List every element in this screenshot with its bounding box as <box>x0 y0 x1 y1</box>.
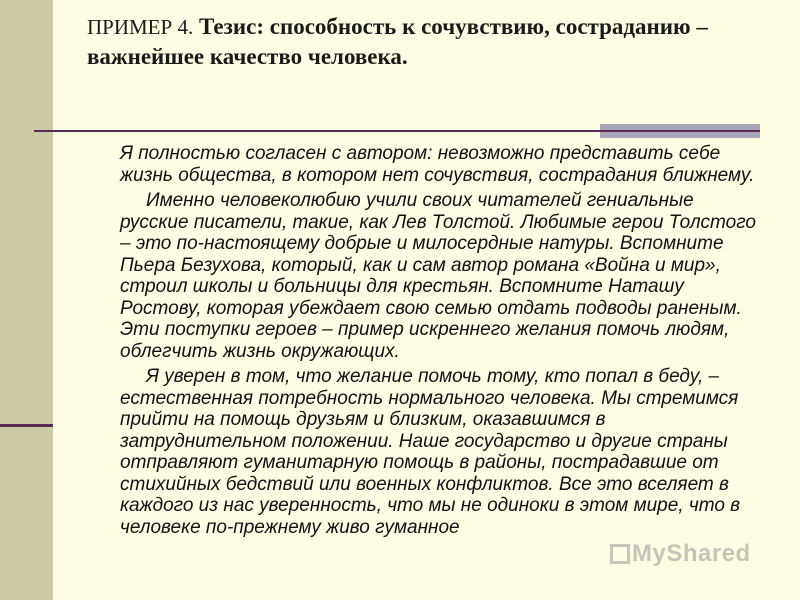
left-decor-bar <box>0 0 53 600</box>
left-decor-accent-line <box>0 424 53 427</box>
watermark-logo <box>610 540 751 568</box>
paragraph-2: Именно человеколюбию учили своих читателей гениальные русские писатели, такие, как Лев Толстой. Любимые герои Толстого – это по-настоящему добрые и милосердные натуры. Вспомните Пьера Безухова, который, как и сам автор романа «Война и мир», строил школы и больницы для крестьян. Вспомните Наташу Ростову, которая убеждает свою семью отдать подводы раненым. Эти поступки героев – пример искреннего желания помочь людям, облегчить жизнь окружающих. <box>120 190 756 362</box>
body-text <box>120 143 760 542</box>
paragraph-1: Я полностью согласен с автором: невозможно представить себе жизнь общества, в котором нет сочувствия, сострадания ближнему. <box>120 143 755 186</box>
watermark-box-icon <box>610 544 630 564</box>
title-main: Тезис: способность к сочувствию, состраданию – важнейшее качество человека. <box>87 14 708 69</box>
title-prefix: ПРИМЕР 4. <box>87 15 194 39</box>
slide-title <box>87 12 787 72</box>
divider-accent-line <box>600 130 760 132</box>
watermark-text: MyShared <box>632 540 751 567</box>
paragraph-3: Я уверен в том, что желание помочь тому, кто попал в беду, – естественная потребность нормального человека. Мы стремимся прийти на помощь друзьям и близким, оказавшимся в затруднительном положении. Наше государство и другие страны отправляют гуманитарную помощь в районы, пострадавшие от стихийных бедствий или военных конфликтов. Все это вселяет в каждого из нас уверенность, что мы не одиноки в этом мире, что в человеке по-прежнему живо гуманное <box>120 366 741 538</box>
